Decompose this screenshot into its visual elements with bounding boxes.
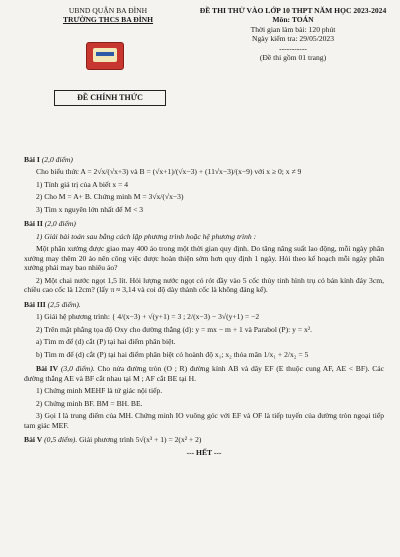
problem-2-heading: Bài II (2,0 điểm) (24, 219, 76, 229)
problem-1-heading: Bài I (2,0 điểm) (24, 155, 73, 164)
problem-3-q1: 1) Giải hệ phương trình: { 4/(x−3) + √(y+1) = 3 ; 2/(x−3) − 3√(y+1) = −2 (36, 312, 260, 322)
problem-1-q2: 2) Cho M = A+ B. Chứng minh M = 3√x/(√x−3) (36, 192, 184, 202)
exam-title: ĐỀ THI THỬ VÀO LỚP 10 THPT NĂM HỌC 2023-2024 (199, 6, 387, 15)
problem-3-heading: Bài III (2,5 điểm). (24, 299, 81, 309)
problem-2-q1: 1) Giải bài toán sau bằng cách lập phương trình hoặc hệ phương trình : (36, 231, 257, 241)
exam-content (24, 150, 384, 457)
official-badge: ĐỀ CHÍNH THỨC (54, 90, 166, 106)
header-right (190, 6, 396, 63)
problem-1-intro: Cho biểu thức A = 2√x/(√x+3) và B = (√x+1)/(√x−3) + (11√x−3)/(x−9) với x ≥ 0; x ≠ 9 (36, 167, 302, 177)
exam-subject: Môn: TOÁN (272, 15, 314, 25)
problem-3-q2: 2) Trên mặt phẳng tọa độ Oxy cho đường thẳng (d): y = mx − m + 1 và Parabol (P): y = x². (36, 324, 312, 334)
exam-date: Ngày kiểm tra: 29/05/2023 (251, 34, 335, 44)
problem-1-q1: 1) Tính giá trị của A biết x = 4 (36, 179, 129, 189)
school-name: TRƯỜNG THCS BA ĐÌNH (62, 15, 154, 25)
problem-4-q3: 3) Gọi I là trung điểm của MH. Chứng minh IO vuông góc với EF và OF là tiếp tuyến của đường tròn ngoại tiếp tam giác MEF. (24, 411, 384, 430)
problem-3-qa: a) Tìm m để (d) cắt (P) tại hai điểm phân biệt. (36, 337, 176, 347)
end-mark: --- HẾT --- (186, 447, 222, 457)
header-left (38, 6, 178, 25)
problem-3-qb: b) Tìm m để (d) cắt (P) tại hai điểm phân biệt có hoành độ x₁; x₂ thỏa mãn 1/x₁ + 2/x₂ = 5 (36, 349, 309, 359)
header-dashes: ----------- (279, 43, 307, 53)
problem-4-q2: 2) Chứng minh BF. BM = BH. BE. (36, 398, 143, 408)
problem-1-q3: 3) Tìm x nguyên lớn nhất để M < 3 (36, 204, 144, 214)
problem-4: Bài IV (3,0 điểm). Cho nửa đường tròn (O ; R) đường kính AB và dây EF (E thuộc cung AF, AE < BF). Các đường thẳng AE và BF cắt nhau tại M ; AF cắt BE tại H. (24, 364, 385, 383)
exam-time: Thời gian làm bài: 120 phút (250, 24, 336, 34)
school-logo (86, 42, 124, 70)
org-name: UBND QUẬN BA ĐÌNH (68, 6, 148, 15)
problem-5: Bài V (0,5 điểm). Giải phương trình 5√(x³ + 1) = 2(x² + 2) (24, 435, 202, 445)
problem-4-q1: 1) Chứng minh MEHF là tứ giác nội tiếp. (36, 386, 163, 396)
problem-2-q2: 2) Một chai nước ngọt 1,5 lít. Hỏi lượng nước ngọt có rót đầy vào 5 cốc thủy tinh hình trụ có bán kính đáy 3cm, chiều cao cốc là 12cm? (lấy π ≈ 3,14 và coi độ dày thành cốc là không đáng kể). (24, 275, 384, 295)
page-count: (Đề thi gồm 01 trang) (259, 53, 327, 63)
problem-2-text: Một phân xưởng được giao may 400 áo trong một thời gian quy định. Do tăng năng suất lao động, mỗi ngày phân xưởng may thêm 20 áo nên công việc được hoàn thiện sớm hơn quy định 1 ngày. Hỏi theo kế hoạch mỗi ngày phân xưởng phải may bao nhiêu áo? (24, 244, 384, 273)
